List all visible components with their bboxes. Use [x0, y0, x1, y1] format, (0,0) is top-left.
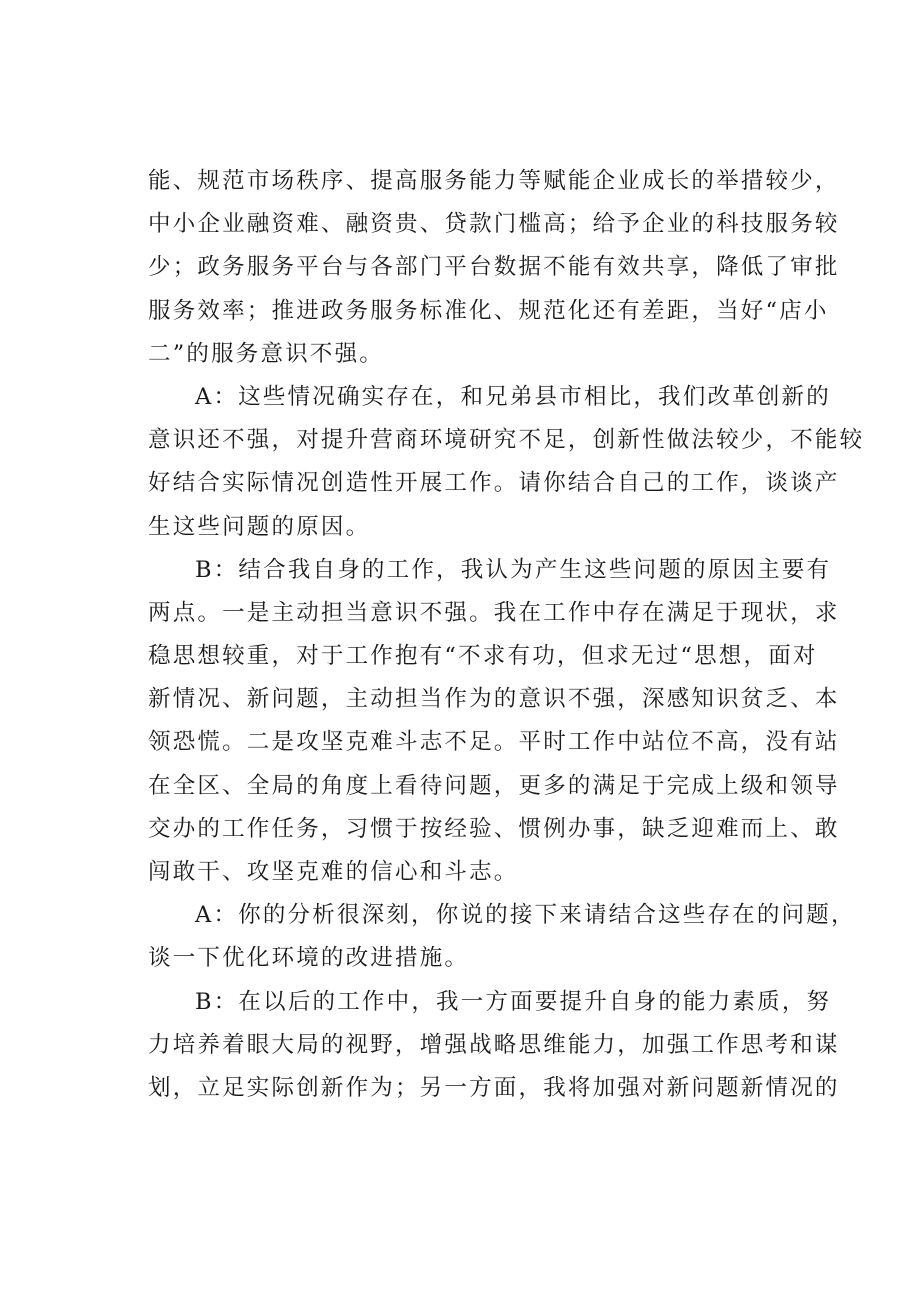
text-line: 能、规范市场秩序、提高服务能力等赋能企业成长的举措较少， — [148, 168, 840, 194]
text-line: 稳思想较重，对于工作抱有“不求有功，但求无过“思想，面对 — [148, 643, 818, 670]
text-line: 两点。一是主动担当意识不强。我在工作中存在满足于现状，求 — [148, 599, 840, 626]
text-line: 意识还不强，对提升营商环境研究不足，创新性做法较少，不能较 — [148, 427, 865, 454]
text-line: 谈一下优化环境的改进措施。 — [148, 945, 470, 972]
paragraph-b-2 — [148, 981, 840, 1111]
text-line: 新情况、新问题，主动担当作为的意识不强，深感知识贫乏、本 — [148, 686, 840, 713]
paragraph-continuation — [148, 160, 840, 376]
text-line: 领恐慌。二是攻坚克难斗志不足。平时工作中站位不高，没有站 — [148, 729, 840, 756]
paragraph-a-2 — [148, 894, 856, 980]
text-line: 力培养着眼大局的视野，增强战略思维能力，加强工作思考和谋 — [148, 1031, 840, 1058]
text-line: B：结合我自身的工作，我认为产生这些问题的原因主要有 — [195, 556, 832, 583]
text-line: A：你的分析很深刻，你说的接下来请结合这些存在的问题， — [195, 902, 856, 929]
text-line: 服务效率；推进政务服务标准化、规范化还有差距，当好“店小 — [148, 297, 829, 324]
text-line: 生这些问题的原因。 — [148, 513, 371, 540]
document-body — [148, 160, 865, 1110]
text-line: 交办的工作任务，习惯于按经验、惯例办事，缺乏迎难而上、敢 — [148, 815, 840, 842]
text-line: 闯敢干、攻坚克难的信心和斗志。 — [148, 859, 519, 885]
paragraph-a-1 — [148, 376, 865, 549]
text-line: 少；政务服务平台与各部门平台数据不能有效共享，降低了审批 — [148, 254, 840, 281]
text-line: B：在以后的工作中，我一方面要提升自身的能力素质，努 — [195, 988, 832, 1015]
text-line: 二”的服务意识不强。 — [148, 340, 385, 367]
text-line: 划，立足实际创新作为；另一方面，我将加强对新问题新情况的 — [148, 1074, 840, 1101]
paragraph-b-1 — [148, 549, 840, 895]
text-line: 在全区、全局的角度上看待问题，更多的满足于完成上级和领导 — [148, 772, 840, 799]
text-line: A：这些情况确实存在，和兄弟县市相比，我们改革创新的 — [195, 383, 831, 410]
text-line: 好结合实际情况创造性开展工作。请你结合自己的工作，谈谈产 — [148, 470, 840, 497]
text-line: 中小企业融资难、融资贵、贷款门槛高；给予企业的科技服务较 — [148, 211, 840, 238]
